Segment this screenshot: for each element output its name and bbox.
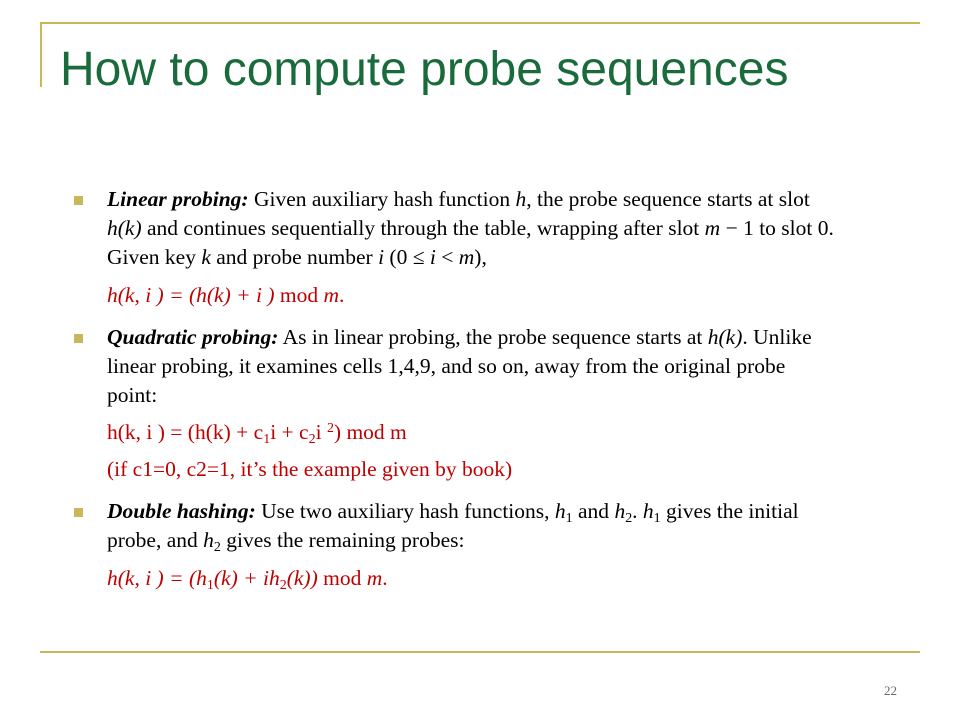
bullet-double-hashing bbox=[74, 497, 834, 555]
square-bullet-icon bbox=[74, 334, 83, 343]
double-hashing-text: Use two auxiliary hash functions, $h_1$ and $h_2$. $h_1$ gives the initial probe, and $h_2$ gives the remaining probes: bbox=[107, 499, 799, 556]
linear-probing-text: Given auxiliary hash function h, the probe sequence starts at slot h(k) and continues sequentially through the table, wrapping after slot m − 1 to slot 0. Given key k and probe number i (0 ≤ i < m), bbox=[107, 187, 834, 269]
frame-bottom-rule bbox=[40, 651, 920, 653]
quadratic-probing-term: Quadratic probing: bbox=[107, 325, 279, 349]
slide-title: How to compute probe sequences bbox=[60, 43, 789, 96]
bullet-linear-probing bbox=[74, 185, 834, 272]
quadratic-probing-formula: h(k, i ) = ($h(k) + c_1i + c_2i$ $^2$) mod m bbox=[107, 420, 407, 448]
page-number: 22 bbox=[884, 683, 897, 698]
quadratic-probing-note: (if c1=0, c2=1, it’s the example given by book) bbox=[107, 457, 513, 481]
bullet-quadratic-probing bbox=[74, 323, 834, 410]
double-hashing-formula: h(k, i ) = $(h_1(k) + ih_2(k))$ mod m. bbox=[107, 566, 388, 594]
double-hashing-term: Double hashing: bbox=[107, 499, 256, 523]
linear-probing-formula: h(k, i ) = (h(k) + i ) mod m. bbox=[107, 283, 345, 307]
square-bullet-icon bbox=[74, 508, 83, 517]
frame-left-rule bbox=[40, 22, 42, 87]
linear-probing-term: Linear probing: bbox=[107, 187, 249, 211]
square-bullet-icon bbox=[74, 196, 83, 205]
frame-top-rule bbox=[40, 22, 920, 24]
quadratic-probing-text: As in linear probing, the probe sequence starts at h(k). Unlike linear probing, it examines cells 1,4,9, and so on, away from the original probe point: bbox=[107, 325, 812, 407]
slide-content bbox=[74, 185, 834, 593]
